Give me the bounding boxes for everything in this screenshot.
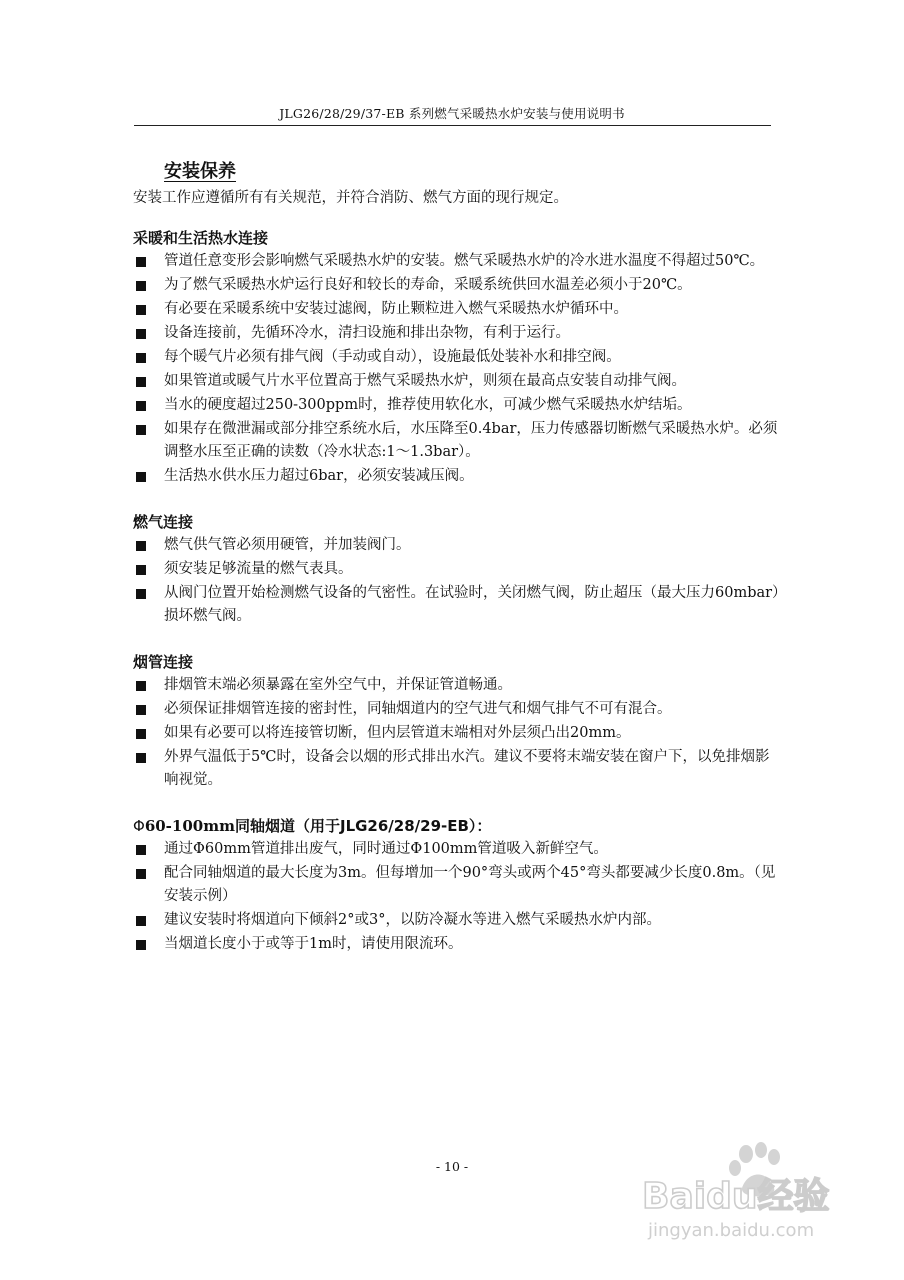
document-header: JLG26/28/29/37-EB 系列燃气采暖热水炉安装与使用说明书: [279, 106, 625, 121]
list-item: 如果有必要可以将连接管切断，但内层管道末端相对外层须凸出20mm。: [133, 722, 783, 745]
bullet-icon: [136, 565, 146, 575]
heading-model: JLG26/28/29-EB: [339, 817, 469, 835]
list-item: 须安装足够流量的燃气表具。: [133, 558, 783, 581]
bullet-icon: [136, 305, 146, 315]
list-item: 有必要在采暖系统中安装过滤阀，防止颗粒进入燃气采暖热水炉循环中。: [133, 298, 783, 321]
bullet-icon: [136, 329, 146, 339]
heading-suffix: ）：: [468, 817, 492, 835]
bullet-icon: [136, 589, 146, 599]
section-heading-flue: 烟管连接: [133, 653, 194, 671]
list-item: 每个暖气片必须有排气阀（手动或自动），设施最低处装补水和排空阀。: [133, 346, 783, 369]
page-title: 安装保养: [164, 161, 236, 182]
bullet-icon: [136, 281, 146, 291]
page-content: [133, 158, 783, 957]
list-item: 如果管道或暖气片水平位置高于燃气采暖热水炉，则须在最高点安装自动排气阀。: [133, 370, 783, 393]
bullet-icon: [136, 916, 146, 926]
list-item: 燃气供气管必须用硬管，并加装阀门。: [133, 534, 783, 557]
list-item: 通过Φ60mm管道排出废气，同时通过Φ100mm管道吸入新鲜空气。: [133, 838, 783, 861]
bullet-icon: [136, 705, 146, 715]
list-item: 当烟道长度小于或等于1m时，请使用限流环。: [133, 933, 783, 956]
section-heading-coaxial-flue: [133, 814, 783, 838]
bullet-icon: [136, 377, 146, 387]
list-item: 必须保证排烟管连接的密封性，同轴烟道内的空气进气和烟气排气不可有混合。: [133, 698, 783, 721]
list-item: 从阀门位置开始检测燃气设备的气密性。在试验时，关闭燃气阀，防止超压（最大压力60mbar）损坏燃气阀。: [133, 582, 783, 628]
heating-list: [133, 250, 783, 488]
list-item: 外界气温低于5℃时，设备会以烟的形式排出水汽。建议不要将末端安装在窗户下，以免排烟影响视觉。: [133, 746, 783, 792]
list-item: 如果存在微泄漏或部分排空系统水后，水压降至0.4bar，压力传感器切断燃气采暖热水炉。必须调整水压至正确的读数（冷水状态:1～1.3bar）。: [133, 418, 783, 464]
bullet-icon: [136, 681, 146, 691]
list-item: 建议安装时将烟道向下倾斜2°或3°，以防冷凝水等进入燃气采暖热水炉内部。: [133, 909, 783, 932]
list-item: 配合同轴烟道的最大长度为3m。但每增加一个90°弯头或两个45°弯头都要减少长度0.8m。（见安装示例）: [133, 862, 783, 908]
bullet-icon: [136, 541, 146, 551]
list-item: 设备连接前，先循环冷水，清扫设施和排出杂物，有利于运行。: [133, 322, 783, 345]
bullet-icon: [136, 472, 146, 482]
bullet-icon: [136, 940, 146, 950]
section-heading-gas: 燃气连接: [133, 513, 194, 531]
phi-symbol: Φ: [133, 817, 145, 835]
list-item: 生活热水供水压力超过6bar，必须安装减压阀。: [133, 465, 783, 488]
intro-paragraph: 安装工作应遵循所有有关规范，并符合消防、燃气方面的现行规定。: [133, 190, 568, 206]
bullet-icon: [136, 869, 146, 879]
bullet-icon: [136, 845, 146, 855]
coaxial-flue-list: [133, 838, 783, 956]
list-item: 管道任意变形会影响燃气采暖热水炉的安装。燃气采暖热水炉的冷水进水温度不得超过50℃。: [133, 250, 783, 273]
baidu-jingyan-watermark: [640, 1140, 880, 1250]
list-item: 排烟管末端必须暴露在室外空气中，并保证管道畅通。: [133, 674, 783, 697]
heading-dimension: 60-100mm: [144, 817, 235, 835]
list-item: 当水的硬度超过250-300ppm时，推荐使用软化水，可减少燃气采暖热水炉结垢。: [133, 394, 783, 417]
bullet-icon: [136, 753, 146, 763]
section-heading-heating: 采暖和生活热水连接: [133, 229, 269, 247]
watermark-url: jingyan.baidu.com: [648, 1220, 815, 1241]
bullet-icon: [136, 401, 146, 411]
bullet-icon: [136, 729, 146, 739]
bullet-icon: [136, 425, 146, 435]
gas-list: [133, 534, 783, 628]
bullet-icon: [136, 257, 146, 267]
list-item: 为了燃气采暖热水炉运行良好和较长的寿命，采暖系统供回水温差必须小于20℃。: [133, 274, 783, 297]
watermark-brand: Baidu经验: [642, 1176, 830, 1217]
flue-list: [133, 674, 783, 792]
header-divider: [134, 125, 771, 126]
heading-text: 同轴烟道（用于: [234, 817, 340, 835]
bullet-icon: [136, 353, 146, 363]
page-number: - 10 -: [435, 1159, 469, 1174]
